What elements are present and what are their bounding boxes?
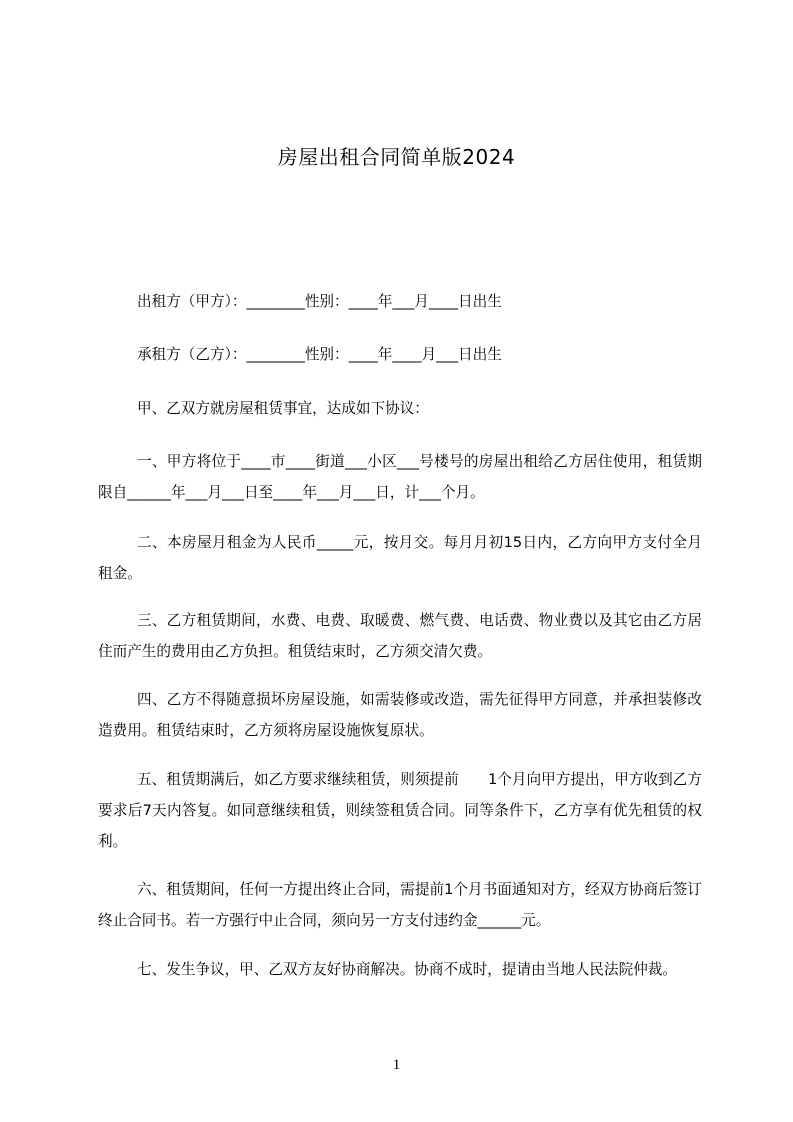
clause-7: 七、发生争议，甲、乙双方友好协商解决。协商不成时，提请由当地人民法院仲裁。 — [137, 961, 677, 978]
clause-6: 六、租赁期间，任何一方提出终止合同，需提前1个月书面通知对方，经双方协商后签订终止合同书。若一方强行中止合同，须向另一方支付违约金______元。 — [98, 881, 702, 929]
clause-1: 一、甲方将位于____市____街道___小区___号楼号的房屋出租给乙方居住使用，租赁期限自______年___月___日至____年___月___日，计___个月。 — [98, 453, 702, 501]
clause-5: 五、租赁期满后，如乙方要求继续租赁，则须提前 1个月向甲方提出，甲方收到乙方要求后7天内答复。如同意继续租赁，则续签租赁合同。同等条件下，乙方享有优先租赁的权利。 — [98, 771, 702, 850]
clause-2: 二、本房屋月租金为人民币_____元，按月交。每月月初15日内，乙方向甲方支付全月租金。 — [98, 534, 702, 582]
document-title: 房屋出租合同简单版2024 — [277, 145, 516, 169]
page-number: 1 — [392, 1057, 401, 1073]
clause-3: 三、乙方租赁期间，水费、电费、取暖费、燃气费、电话费、物业费以及其它由乙方居住而产生的费用由乙方负担。租赁结束时，乙方须交清欠费。 — [98, 612, 702, 660]
lessor-info-line: 出租方（甲方）：________性别：____年___月____日出生 — [137, 293, 502, 310]
clause-4: 四、乙方不得随意损坏房屋设施，如需装修或改造，需先征得甲方同意，并承担装修改造费用。租赁结束时，乙方须将房屋设施恢复原状。 — [98, 691, 702, 739]
agreement-intro: 甲、乙双方就房屋租赁事宜，达成如下协议： — [137, 400, 429, 417]
lessee-info-line: 承租方（乙方）：________性别：____年____月___日出生 — [137, 346, 502, 363]
